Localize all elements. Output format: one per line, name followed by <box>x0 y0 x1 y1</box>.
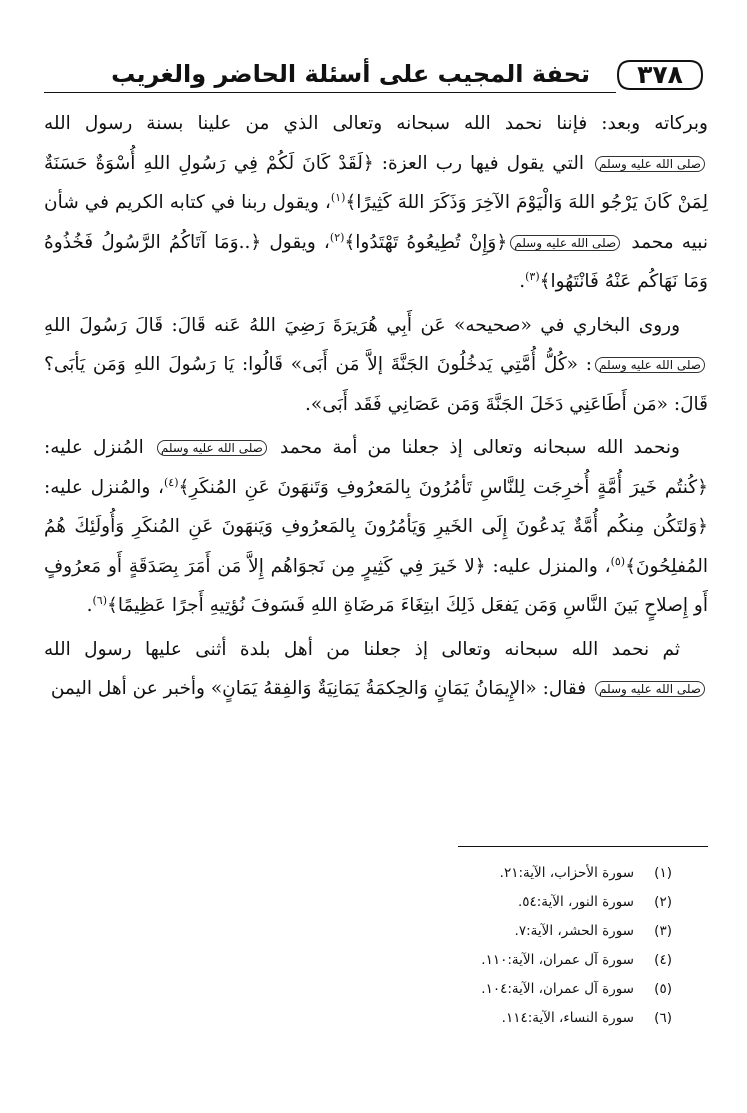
salawat-ligature-icon: صلى الله عليه وسلم <box>510 235 620 251</box>
paragraph-1 <box>44 104 708 302</box>
quran-verse: ﴿لَقَدْ كَانَ لَكُمْ فِي رَسُولِ اللهِ أُسْوَةٌ حَسَنَةٌ لِمَنْ كَانَ يَرْجُو اللهَ وَالْيَوْمَ الآخِرَ وَذَكَرَ اللهَ كَثِيرًا﴾ <box>44 152 708 213</box>
footnote-text: سورة آل عمران، الآية:١١٠. <box>481 952 634 968</box>
footnote-item <box>44 859 708 888</box>
salawat-ligature-icon: صلى الله عليه وسلم <box>595 681 705 697</box>
page-header <box>44 52 708 104</box>
text-segment: وبركاته وبعد: فإننا نحمد الله سبحانه وتعالى الذي من علينا بسنة رسول الله <box>44 113 708 134</box>
text-segment: وروى البخاري في «صحيحه» عَن أَبِي هُرَيرَةَ رَضِيَ اللهُ عَنه قَالَ: قَالَ رَسُولَ اللهِ <box>44 314 680 336</box>
footnote-number: (٦) <box>654 1010 672 1026</box>
footnote-text: سورة النور، الآية:٥٤. <box>517 894 634 910</box>
header-rule <box>44 92 616 93</box>
text-segment: ، والمنزل عليه: <box>485 555 611 577</box>
hadith-text: فقال: «الإِيمَانُ يَمَانٍ وَالحِكمَةُ يَمَانِيَةٌ وَالفِقهُ يَمَانٍ» وأخبر عن أهل اليمن <box>50 678 592 699</box>
footnote-text: سورة الأحزاب، الآية:٢١. <box>499 865 634 881</box>
footnote-number: (٤) <box>654 952 672 968</box>
salawat-ligature-icon: صلى الله عليه وسلم <box>595 156 705 172</box>
text-segment: ، ويقول <box>261 231 330 253</box>
text-segment: التي يقول فيها رب العزة: <box>373 152 592 174</box>
footnote-ref[interactable]: (٣) <box>525 269 540 283</box>
footnote-text: سورة آل عمران، الآية:١٠٤. <box>481 981 634 997</box>
footnote-ref[interactable]: (٢) <box>329 230 345 244</box>
footnote-ref[interactable]: (٥) <box>610 554 626 568</box>
footnote-item <box>44 917 708 946</box>
footnote-number: (٣) <box>654 923 672 939</box>
footnote-item <box>44 975 708 1004</box>
footnote-item <box>44 1004 708 1033</box>
quran-verse: ﴿وَلتَكُن مِنكُم أُمَّةٌ يَدعُونَ إِلَى الخَيرِ وَيَأمُرُونَ بِالمَعرُوفِ وَيَنهَونَ عَنِ المُنكَرِ وَأُولَئِكَ هُمُ المُفلِحُونَ﴾ <box>44 516 708 577</box>
text-segment: . <box>519 271 526 292</box>
footnote-rule <box>458 846 708 847</box>
footnote-number: (١) <box>654 865 672 881</box>
footnote-ref[interactable]: (٤) <box>163 475 179 489</box>
text-segment: المُنزل عليه: <box>44 437 154 458</box>
footnote-number: (٥) <box>654 981 672 997</box>
book-page <box>44 52 708 709</box>
paragraph-2 <box>44 306 708 425</box>
salawat-ligature-icon: صلى الله عليه وسلم <box>157 440 267 456</box>
running-title: تحفة المجيب على أسئلة الحاضر والغريب <box>111 60 590 88</box>
page-number-badge <box>616 58 704 92</box>
paragraph-3 <box>44 428 708 626</box>
footnote-ref[interactable]: (٦) <box>92 593 107 607</box>
hadith-text: : «كُلُّ أُمَّتِي يَدخُلُونَ الجَنَّةَ إلاَّ مَن أَبَى» قَالُوا: يَا رَسُولَ اللهِ وَمَن يَأبَى؟ قَالَ: «مَن أَطَاعَنِي دَخَلَ الجَنَّةَ وَمَن عَصَانِي فَقَد أَبَى». <box>44 354 708 415</box>
salawat-ligature-icon: صلى الله عليه وسلم <box>595 357 705 373</box>
quran-verse: ﴿..وَمَا آتَاكُمُ الرَّسُولُ فَخُذُوهُ وَمَا نَهَاكُم عَنْهُ فَانْتَهُوا﴾ <box>44 231 708 292</box>
text-segment: ونحمد الله سبحانه وتعالى إذ جعلنا من أمة محمد <box>269 437 680 458</box>
footnote-text: سورة الحشر، الآية:٧. <box>514 923 634 939</box>
footnotes <box>44 846 708 1033</box>
text-segment: . <box>86 595 93 616</box>
footnote-item <box>44 888 708 917</box>
footnote-text: سورة النساء، الآية:١١٤. <box>501 1010 634 1026</box>
quran-verse: ﴿لا خَيرَ فِي كَثِيرٍ مِن نَجوَاهُم إِلاَّ مَن أَمَرَ بِصَدَقَةٍ أَو مَعرُوفٍ أَو إِصلاحٍ بَينَ النَّاسِ وَمَن يَفعَل ذَلِكَ ابتِغَاءَ مَرضَاةِ اللهِ فَسَوفَ نُؤتِيهِ أَجرًا عَظِيمًا﴾ <box>44 555 708 616</box>
footnote-ref[interactable]: (١) <box>330 190 346 204</box>
quran-verse: ﴿وَإِنْ تُطِيعُوهُ تَهْتَدُوا﴾ <box>344 231 508 253</box>
page-number: ٣٧٨ <box>637 60 683 89</box>
text-segment: ، والمُنزل عليه: <box>44 476 164 498</box>
footnote-number: (٢) <box>654 894 672 910</box>
footnote-item <box>44 946 708 975</box>
text-segment: ، ويقول ربنا في كتابه الكريم في شأن نبيه محمد <box>44 192 708 253</box>
paragraph-4 <box>44 630 708 709</box>
quran-verse: ﴿كُنتُم خَيرَ أُمَّةٍ أُخرِجَت لِلنَّاسِ تَأمُرُونَ بِالمَعرُوفِ وَتَنهَونَ عَنِ المُنكَرِ﴾ <box>178 476 708 498</box>
text-segment: ثم نحمد الله سبحانه وتعالى إذ جعلنا من أهل بلدة أثنى عليها رسول الله <box>44 638 680 660</box>
